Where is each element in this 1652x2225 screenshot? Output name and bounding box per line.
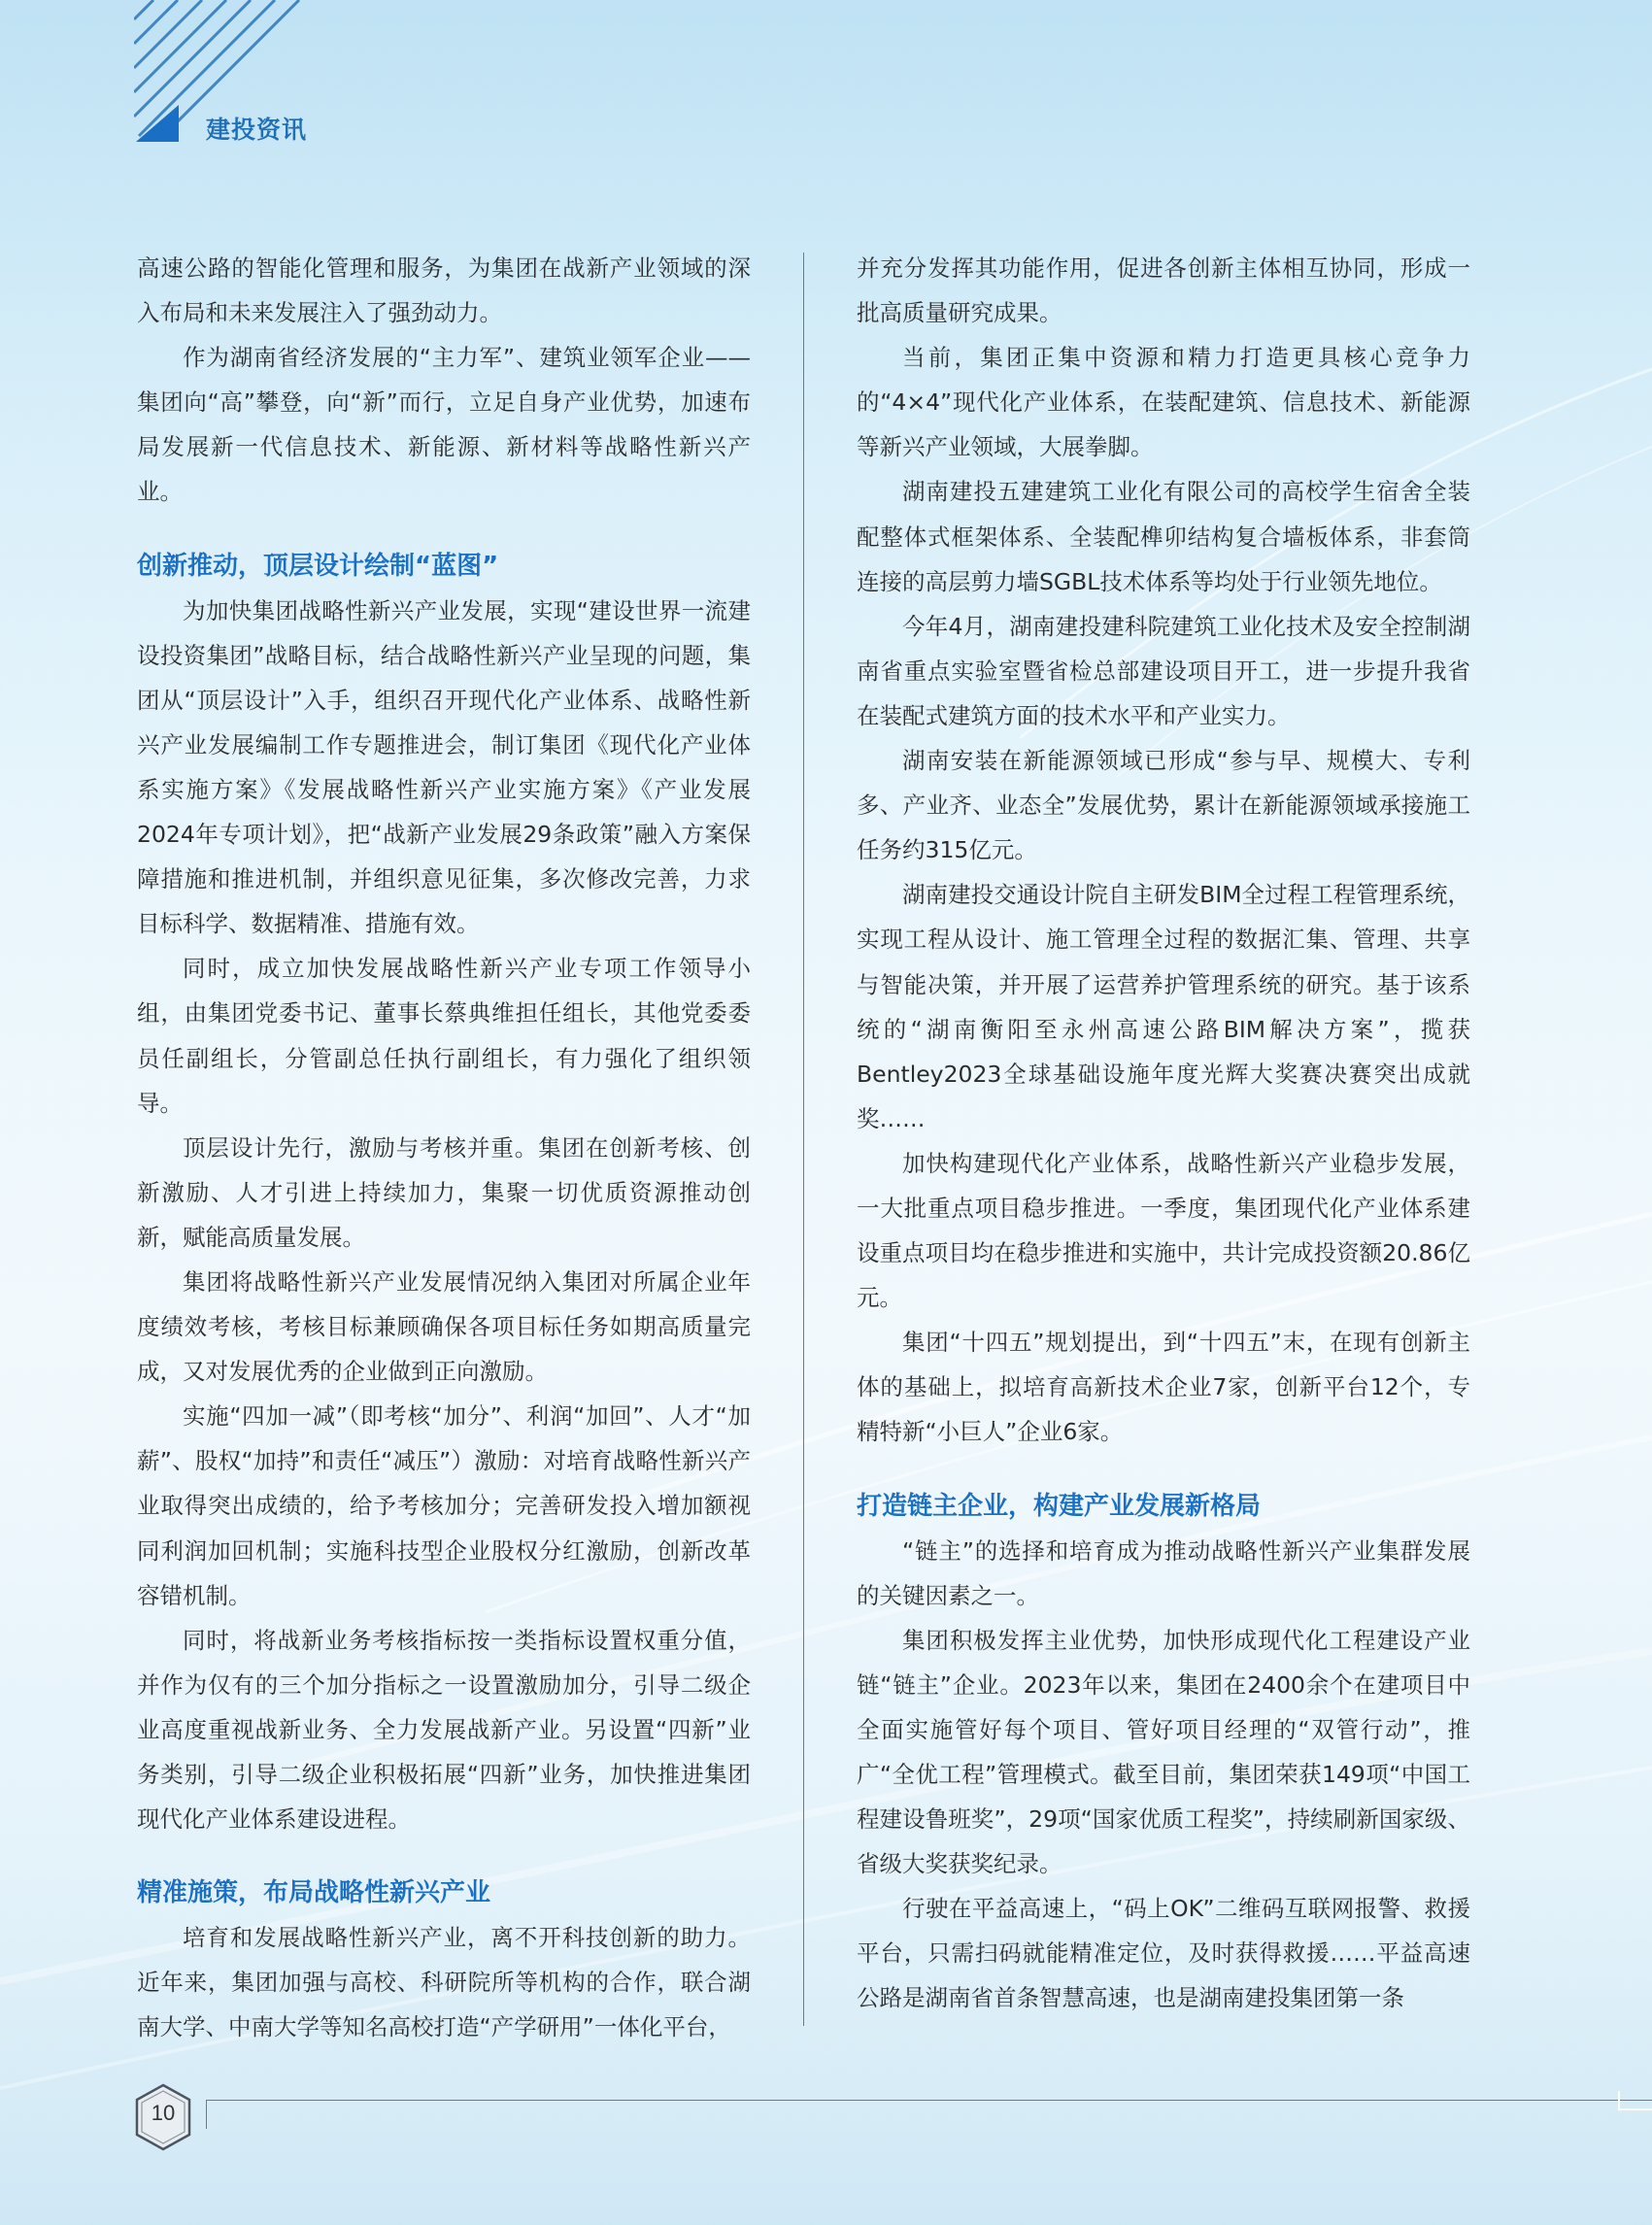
body-paragraph: 并充分发挥其功能作用，促进各创新主体相互协同，形成一批高质量研究成果。 [857, 254, 1470, 327]
body-paragraph: 当前，集团正集中资源和精力打造更具核心竞争力的“4×4”现代化产业体系，在装配建筑、信息技术、新能源等新兴产业领域，大展拳脚。 [857, 344, 1470, 461]
left-column [137, 246, 751, 2049]
section-heading: 创新推动，顶层设计绘制“蓝图” [137, 551, 499, 581]
body-paragraph: 培育和发展战略性新兴产业，离不开科技创新的助力。近年来，集团加强与高校、科研院所等机构的合作，联合湖南大学、中南大学等知名高校打造“产学研用”一体化平台， [137, 1924, 751, 2041]
right-column [857, 246, 1470, 2021]
footer-rule-tick [206, 2100, 207, 2129]
body-paragraph: 实施“四加一减”（即考核“加分”、利润“加回”、人才“加薪”、股权“加持”和责任“减压”）激励：对培育战略性新兴产业取得突出成绩的，给予考核加分；完善研发投入增加额视同利润加回机制；实施科技型企业股权分红激励，创新改革容错机制。 [137, 1402, 751, 1609]
body-paragraph: 行驶在平益高速上，“码上OK”二维码互联网报警、救援平台，只需扫码就能精准定位，及时获得救援……平益高速公路是湖南省首条智慧高速，也是湖南建投集团第一条 [857, 1895, 1470, 2012]
section-heading: 精准施策，布局战略性新兴产业 [137, 1878, 491, 1908]
column-divider [803, 253, 804, 2026]
body-paragraph: 高速公路的智能化管理和服务，为集团在战新产业领域的深入布局和未来发展注入了强劲动力。 [137, 254, 751, 327]
body-paragraph: 加快构建现代化产业体系，战略性新兴产业稳步发展，一大批重点项目稳步推进。一季度，集团现代化产业体系建设重点项目均在稳步推进和实施中，共计完成投资额20.86亿元。 [857, 1149, 1470, 1312]
body-paragraph: 集团积极发挥主业优势，加快形成现代化工程建设产业链“链主”企业。2023年以来，集团在2400余个在建项目中全面实施管好每个项目、管好项目经理的“双管行动”，推广“全优工程”管理模式。截至目前，集团荣获149项“中国工程建设鲁班奖”，29项“国家优质工程奖”，持续刷新国家级、省级大奖获奖纪录。 [857, 1626, 1470, 1878]
body-paragraph: 同时，成立加快发展战略性新兴产业专项工作领导小组，由集团党委书记、董事长蔡典维担任组长，其他党委委员任副组长，分管副总任执行副组长，有力强化了组织领导。 [137, 955, 751, 1117]
body-paragraph: 顶层设计先行，激励与考核并重。集团在创新考核、创新激励、人才引进上持续加力，集聚一切优质资源推动创新，赋能高质量发展。 [137, 1133, 751, 1251]
section-heading: 打造链主企业，构建产业发展新格局 [857, 1491, 1262, 1521]
body-paragraph: 今年4月，湖南建投建科院建筑工业化技术及安全控制湖南省重点实验室暨省检总部建设项目开工，进一步提升我省在装配式建筑方面的技术水平和产业实力。 [857, 612, 1470, 729]
body-paragraph: 同时，将战新业务考核指标按一类指标设置权重分值，并作为仅有的三个加分指标之一设置激励加分，引导二级企业高度重视战新业务、全力发展战新产业。另设置“四新”业务类别，引导二级企业积极拓展“四新”业务，加快推进集团现代化产业体系建设进程。 [137, 1626, 751, 1834]
body-paragraph: 作为湖南省经济发展的“主力军”、建筑业领军企业——集团向“高”攀登，向“新”而行，立足自身产业优势，加速布局发展新一代信息技术、新能源、新材料等战略性新兴产业。 [137, 344, 751, 506]
body-paragraph: 集团将战略性新兴产业发展情况纳入集团对所属企业年度绩效考核，考核目标兼顾确保各项目标任务如期高质量完成，又对发展优秀的企业做到正向激励。 [137, 1267, 751, 1386]
body-paragraph: 湖南建投交通设计院自主研发BIM全过程工程管理系统，实现工程从设计、施工管理全过程的数据汇集、管理、共享与智能决策，并开展了运营养护管理系统的研究。基于该系统的“湖南衡阳至永州高速公路BIM解决方案”，揽获Bentley2023全球基础设施年度光辉大奖赛决赛突出成就奖…… [857, 881, 1470, 1132]
body-paragraph: 为加快集团战略性新兴产业发展，实现“建设世界一流建设投资集团”战略目标，结合战略性新兴产业呈现的问题，集团从“顶层设计”入手，组织召开现代化产业体系、战略性新兴产业发展编制工作专题推进会，制订集团《现代化产业体系实施方案》《发展战略性新兴产业实施方案》《产业发展2024年专项计划》，把“战新产业发展29条政策”融入方案保障措施和推进机制，并组织意见征集，多次修改完善，力求目标科学、数据精准、措施有效。 [137, 596, 751, 938]
body-paragraph: 湖南安装在新能源领域已形成“参与早、规模大、专利多、产业齐、业态全”发展优势，累计在新能源领域承接施工任务约315亿元。 [857, 747, 1470, 864]
section-tag: 建投资讯 [206, 116, 308, 144]
page-number: 10 [151, 2101, 176, 2125]
body-paragraph: 湖南建投五建建筑工业化有限公司的高校学生宿舍全装配整体式框架体系、全装配榫卯结构复合墙板体系，非套筒连接的高层剪力墙SGBL技术体系等均处于行业领先地位。 [857, 478, 1470, 595]
footer-bracket-decoration [1618, 2091, 1652, 2110]
body-paragraph: 集团“十四五”规划提出，到“十四五”末，在现有创新主体的基础上，拟培育高新技术企业7家，创新平台12个，专精特新“小巨人”企业6家。 [857, 1329, 1470, 1446]
body-paragraph: “链主”的选择和培育成为推动战略性新兴产业集群发展的关键因素之一。 [857, 1536, 1470, 1609]
footer-rule [206, 2100, 1652, 2101]
section-marker-icon [136, 105, 179, 142]
